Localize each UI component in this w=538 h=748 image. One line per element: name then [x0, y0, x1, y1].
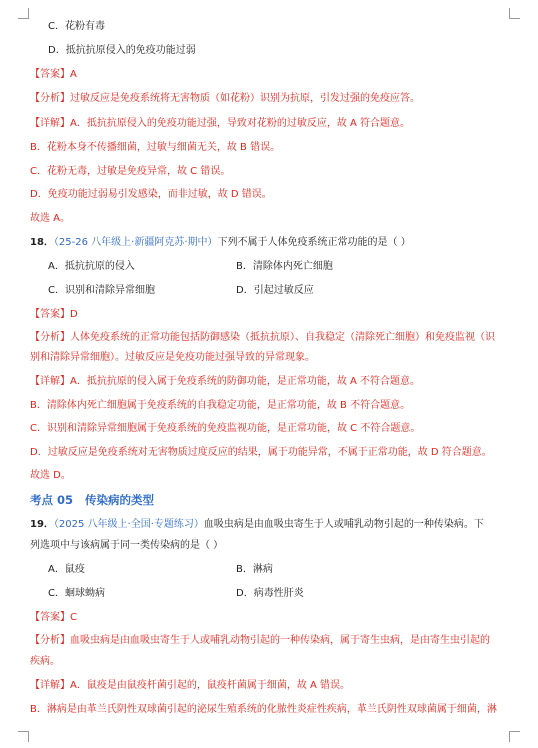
q18-option-a: A．抵抗抗原的侵入: [48, 261, 135, 272]
q19-number: 19．: [30, 519, 54, 530]
q18-source: （25-26 八年级上·新疆阿克苏·期中）: [53, 237, 218, 248]
crop-mark-bottom-right: [509, 731, 520, 742]
q18-detail-b: B．清除体内死亡细胞属于免疫系统的自我稳定功能，是正常功能，故 B 不符合题意。: [30, 400, 411, 411]
q19-source: （2025 八年级上·全国·专题练习）: [53, 519, 204, 530]
q19-option-c: C．蛔球蚴病: [48, 588, 105, 599]
q18-option-b: B．清除体内死亡细胞: [236, 261, 333, 272]
q18-number: 18．: [30, 237, 54, 248]
q18-answer: 【答案】D: [30, 309, 78, 320]
q17-detail-a: 【详解】A．抵抗抗原侵入的免疫功能过强，导致对花粉的过敏反应，故 A 符合题意。: [30, 118, 411, 129]
q19-detail-a: 【详解】A．鼠疫是由鼠疫杆菌引起的，鼠疫杆菌属于细菌，故 A 错误。: [30, 680, 351, 691]
q19-stem-line-2: 列选项中与该病属于同一类传染病的是（ ）: [30, 540, 224, 551]
q19-option-d: D．病毒性肝炎: [236, 588, 304, 599]
q17-option-d: D．抵抗抗原侵入的免疫功能过弱: [48, 45, 196, 56]
q17-conclusion: 故选 A。: [30, 213, 71, 224]
q17-option-c: C．花粉有毒: [48, 21, 105, 32]
q17-answer: 【答案】A: [30, 69, 77, 80]
q17-detail-d: D．免疫功能过弱易引发感染，而非过敏，故 D 错误。: [30, 189, 272, 200]
q18-detail-a: 【详解】A．抵抗抗原的侵入属于免疫系统的防御功能，是正常功能，故 A 不符合题意。: [30, 376, 421, 387]
q19-analysis-line-2: 疾病。: [30, 656, 60, 667]
q18-option-d: D．引起过敏反应: [236, 285, 314, 296]
q19-detail-b: B．淋病是由革兰氏阴性双球菌引起的泌尿生殖系统的化脓性炎症性疾病，革兰氏阴性双球菌属于细菌，淋: [30, 704, 497, 715]
crop-mark-top-left: [18, 8, 29, 19]
q17-detail-b: B．花粉本身不传播细菌，过敏与细菌无关，故 B 错误。: [30, 142, 281, 153]
q19-stem-1: 血吸虫病是由血吸虫寄生于人或哺乳动物引起的一种传染病。下: [203, 519, 484, 530]
q17-analysis: 【分析】过敏反应是免疫系统将无害物质（如花粉）识别为抗原，引发过强的免疫应答。: [30, 93, 420, 104]
section-heading: [30, 494, 520, 507]
q18-stem: 下列不属于人体免疫系统正常功能的是（ ）: [217, 237, 411, 248]
q18-analysis-line-2: 别和清除异常细胞）。过敏反应是免疫功能过强导致的异常现象。: [30, 352, 315, 363]
section-title: 传染病的类型: [85, 493, 155, 507]
q18-detail-c: C．识别和清除异常细胞属于免疫系统的免疫监视功能，是正常功能，故 C 不符合题意。: [30, 423, 421, 434]
q18-analysis-line-1: 【分析】人体免疫系统的正常功能包括防御感染（抵抗抗原）、自我稳定（清除死亡细胞）和免疫监视（识: [30, 332, 495, 343]
q19-answer: 【答案】C: [30, 612, 77, 623]
q19-analysis-line-1: 【分析】血吸虫病是由血吸虫寄生于人或哺乳动物引起的一种传染病，属于寄生虫病，是由寄生虫引起的: [30, 635, 490, 646]
q18-conclusion: 故选 D。: [30, 470, 71, 481]
q19-option-b: B．淋病: [236, 564, 273, 575]
q19-stem-line-1: [30, 518, 520, 531]
section-label: 考点 05: [30, 493, 74, 507]
q18-option-c: C．识别和清除异常细胞: [48, 285, 155, 296]
crop-mark-top-right: [509, 8, 520, 19]
q19-option-a: A．鼠疫: [48, 564, 85, 575]
q18-detail-d: D．过敏反应是免疫系统对无害物质过度反应的结果，属于功能异常，不属于正常功能，故 D 符合题意。: [30, 447, 492, 458]
q17-detail-c: C．花粉无毒，过敏是免疫异常，故 C 错误。: [30, 166, 231, 177]
q18-stem-line: [30, 236, 520, 249]
crop-mark-bottom-left: [18, 731, 29, 742]
